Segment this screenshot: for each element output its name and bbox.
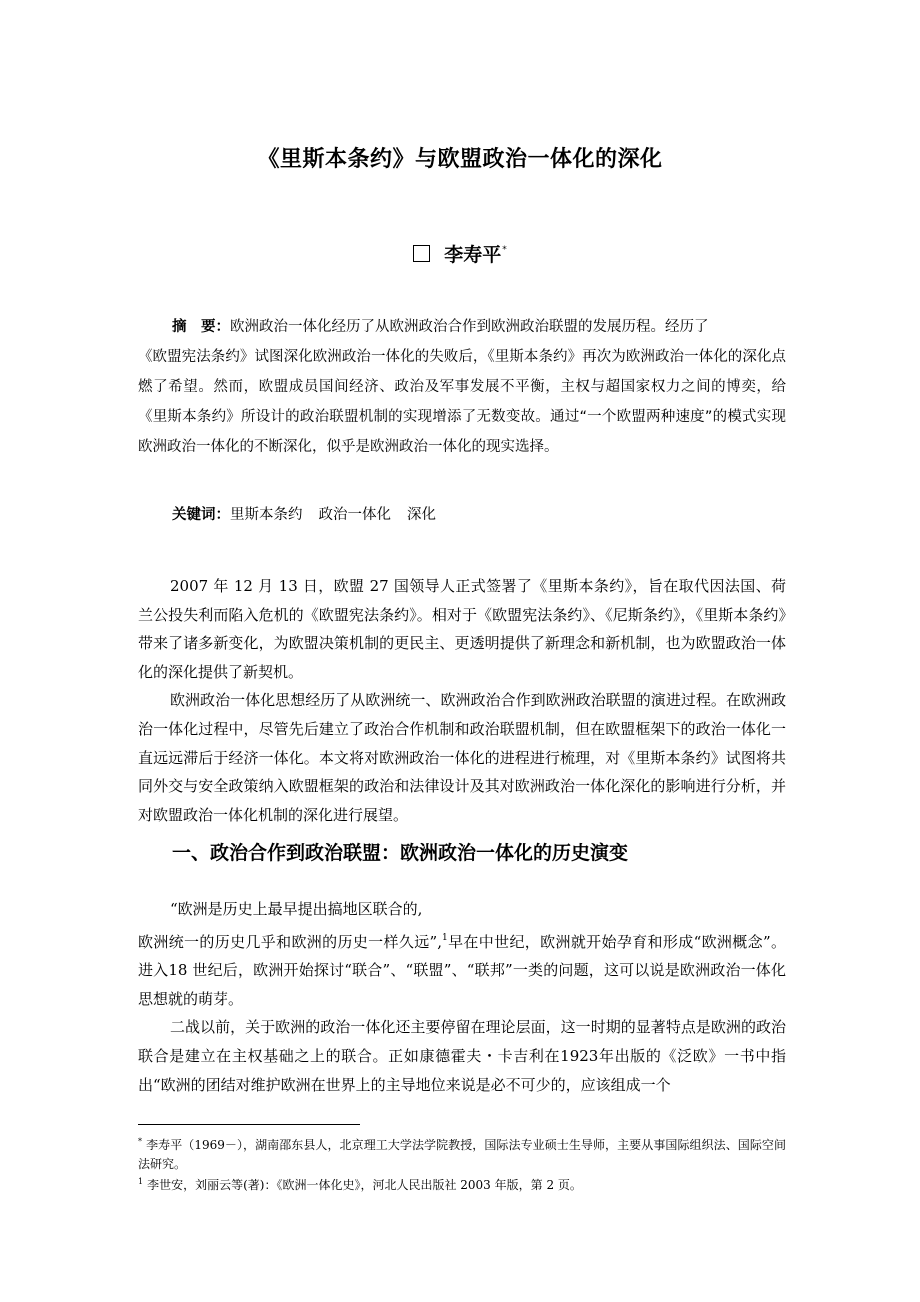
footnote-mark: 1 [138,1177,144,1186]
quote-line: “欧洲是历史上最早提出搞地区联合的, [170,900,423,918]
footnote-mark: * [138,1137,142,1146]
intro-paragraph-2: 欧洲政治一体化思想经历了从欧洲统一、欧洲政治合作到欧洲政治联盟的演进过程。在欧洲政治一体化过程中，尽管先后建立了政治合作机制和政治联盟机制，但在欧盟框架下的政治一体化一直远远滞后于经济一体化。本文将对欧洲政治一体化的进程进行梳理，对《里斯本条约》试图将共同外交与安全政策纳入欧盟框架的政治和法律设计及其对欧洲政治一体化深化的影响进行分析，并对欧盟政治一体化机制的深化进行展望。 [138,691,786,824]
footnote-text: 李寿平（1969－），湖南邵东县人，北京理工大学法学院教授，国际法专业硕士生导师，主要从事国际组织法、国际空间法研究。 [138,1138,786,1171]
section-paragraph-1a: 欧洲统一的历史几乎和欧洲的历史一样久远”, [138,932,442,951]
abstract-text: 《欧盟宪法条约》试图深化欧洲政治一体化的失败后，《里斯本条约》再次为欧洲政治一体化的深化点燃了希望。然而，欧盟成员国间经济、政治及军事发展不平衡，主权与超国家权力之间的博奕，给《里斯本条约》所设计的政治联盟机制的实现增添了无数变故。通过“一个欧盟两种速度”的模式实现欧洲政治一体化的不断深化，似乎是欧洲政治一体化的现实选择。 [138,349,786,455]
abstract [138,312,786,462]
section-paragraph-1 [138,924,786,1014]
keywords [172,503,452,524]
footnote-item [138,1173,786,1195]
keyword-item: 里斯本条约 [230,507,303,523]
footnote-ref: 1 [441,932,448,943]
footnote-item [138,1133,786,1173]
author-line [0,240,920,267]
author-footnote-mark: * [502,245,507,255]
intro-body [138,572,786,829]
keyword-item: 政治一体化 [318,507,391,523]
section-heading: 一、政治合作到政治联盟：欧洲政治一体化的历史演变 [172,842,629,864]
abstract-line1: 欧洲政治一体化经历了从欧洲政治合作到欧洲政治联盟的发展历程。经历了 [230,319,709,335]
section-body [138,895,786,1099]
footnote-text: 李世安，刘丽云等(著)：《欧洲一体化史》，河北人民出版社 2003 年版，第 2 页。 [147,1178,582,1192]
section-paragraph-2: 二战以前，关于欧洲的政治一体化还主要停留在理论层面，这一时期的显著特点是欧洲的政治联合是建立在主权基础之上的联合。正如康德霍夫・卡吉利在1923年出版的《泛欧》一书中指出“欧洲的团结对维护欧洲在世界上的主导地位来说是必不可少的，应该组成一个 [138,1018,786,1094]
author-name: 李寿平 [444,244,502,266]
square-icon [413,245,430,262]
keyword-item: 深化 [407,507,436,523]
abstract-first-line [138,312,786,342]
intro-paragraph-1: 2007 年 12 月 13 日，欧盟 27 国领导人正式签署了《里斯本条约》，旨在取代因法国、荷兰公投失利而陷入危机的《欧盟宪法条约》。相对于《欧盟宪法条约》、《尼斯条约》，《里斯本条约》带来了诸多新变化，为欧盟决策机制的更民主、更透明提供了新理念和新机制，也为欧盟政治一体化的深化提供了新契机。 [138,577,786,681]
keywords-label: 关键词： [172,507,230,523]
abstract-label: 摘 要： [172,319,230,335]
section-paragraph-1b: 早在中世纪，欧洲就开始孕育和形成“欧洲概念”。进入18 世纪后，欧洲开始探讨“联合”、“联盟”、“联邦”一类的问题，这可以说是欧洲政治一体化思想就的萌芽。 [138,932,786,1008]
footnote-divider [138,1124,360,1125]
paper-title: 《里斯本条约》与欧盟政治一体化的深化 [257,147,663,172]
footnotes [138,1133,786,1195]
